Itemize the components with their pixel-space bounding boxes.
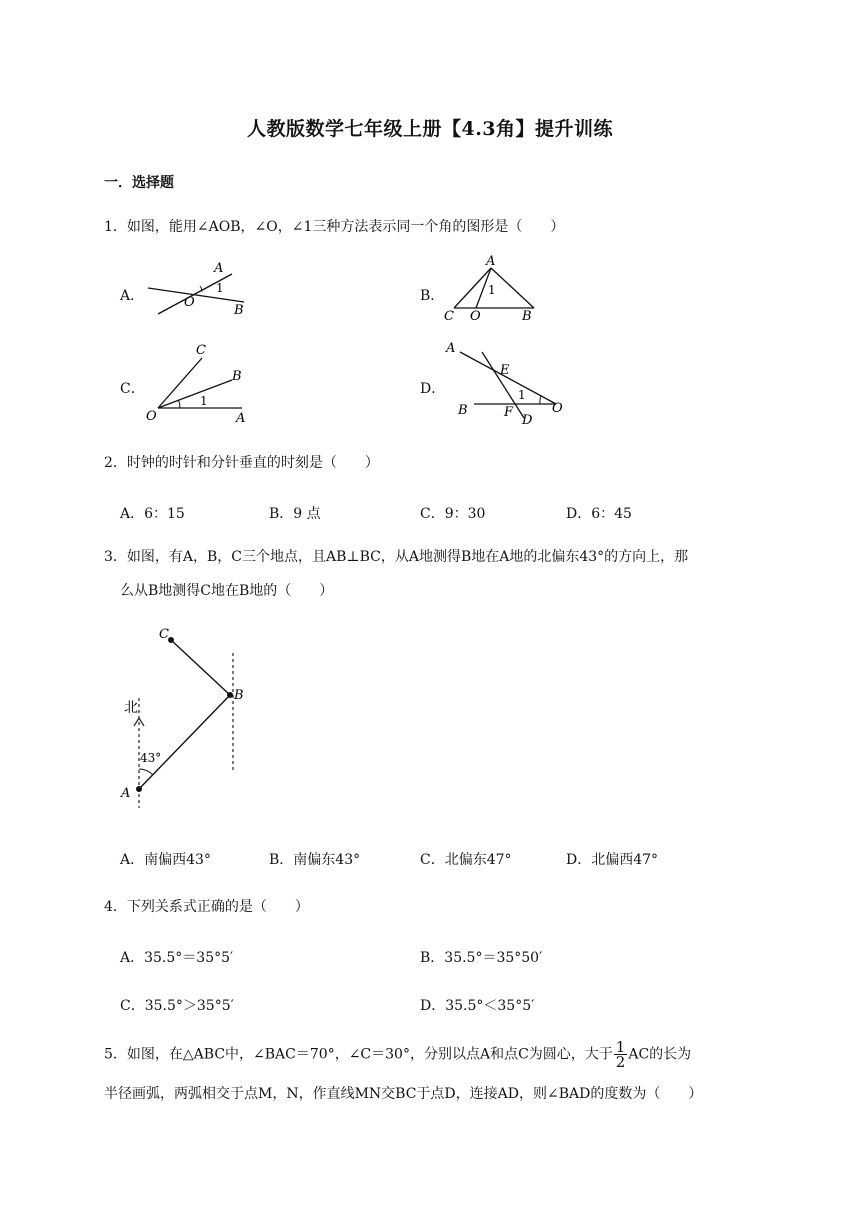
q1-option-a-label[interactable]: A． <box>120 288 145 304</box>
q1c-letter-b: B <box>232 369 242 384</box>
q2-option-d[interactable]: D．6：45 <box>566 506 632 522</box>
q2-option-a[interactable]: A．6：15 <box>120 506 185 522</box>
q1-option-b-label[interactable]: B． <box>420 288 445 304</box>
q1d-letter-e: E <box>500 363 510 378</box>
q5-stem-part1: 5．如图，在△ABC中，∠BAC＝70°，∠C＝30°，分别以点A和点C为圆心，大于 <box>104 1046 613 1063</box>
q1a-letter-a: A <box>214 261 224 276</box>
section-heading: 一．选择题 <box>104 175 174 191</box>
q2-option-b[interactable]: B．9 点 <box>269 506 321 522</box>
q1d-letter-a: A <box>446 341 456 356</box>
q1b-letter-o: O <box>470 309 481 324</box>
q5-stem-line1 <box>104 1040 691 1069</box>
q1d-letter-b: B <box>458 403 468 418</box>
q1-figure-a <box>142 258 262 320</box>
q3-option-d[interactable]: D．北偏西47° <box>566 852 659 868</box>
q1b-letter-b: B <box>522 309 532 324</box>
q2-stem: 2．时钟的时针和分针垂直的时刻是（ ） <box>104 455 379 471</box>
q5-frac-den: 2 <box>615 1053 626 1071</box>
q1-figure-d <box>440 338 572 428</box>
q3-letter-c: C <box>159 627 169 642</box>
q3-stem-line2: 么从B地测得C地在B地的（ ） <box>120 583 334 599</box>
q5-frac-num: 1 <box>615 1038 626 1056</box>
q4-option-a[interactable]: A．35.5°＝35°5′ <box>120 950 234 966</box>
q3-option-b[interactable]: B．南偏东43° <box>269 852 361 868</box>
q1-figure-b <box>440 254 550 324</box>
q4-option-b[interactable]: B．35.5°＝35°50′ <box>420 950 543 966</box>
page-title: 人教版数学七年级上册【4.3角】提升训练 <box>246 118 614 140</box>
q1-figure-c <box>140 340 260 426</box>
q1-option-c-label[interactable]: C． <box>120 381 145 397</box>
q1-stem: 1．如图，能用∠AOB，∠O，∠1三种方法表示同一个角的图形是（ ） <box>104 219 565 235</box>
q1c-letter-c: C <box>196 343 206 358</box>
q3-north-label: 北 <box>124 700 138 716</box>
q1-option-d-label[interactable]: D． <box>420 381 446 397</box>
q1c-angle-1: 1 <box>200 394 208 408</box>
q5-stem-part2: AC的长为 <box>628 1046 692 1063</box>
q1a-angle-1: 1 <box>216 281 224 295</box>
q1b-angle-1: 1 <box>488 283 496 297</box>
q1a-letter-b: B <box>234 303 244 318</box>
q1a-letter-o: O <box>184 295 195 310</box>
q4-stem: 4．下列关系式正确的是（ ） <box>104 899 309 915</box>
q1c-letter-a: A <box>236 411 246 426</box>
q1c-letter-o: O <box>146 409 157 424</box>
q3-angle-label: 43° <box>140 751 162 765</box>
q4-option-d[interactable]: D．35.5°＜35°5′ <box>420 998 535 1014</box>
q3-letter-b: B <box>234 688 244 703</box>
q3-option-a[interactable]: A．南偏西43° <box>120 852 211 868</box>
q3-letter-a: A <box>121 786 131 801</box>
q1d-letter-f: F <box>504 405 514 420</box>
q4-option-c[interactable]: C．35.5°＞35°5′ <box>120 998 234 1014</box>
q3-option-c[interactable]: C．北偏东47° <box>420 852 512 868</box>
q1d-letter-d: D <box>522 413 533 428</box>
q1d-angle-1: 1 <box>518 388 526 402</box>
q2-option-c[interactable]: C．9：30 <box>420 506 486 522</box>
q5-stem-line2: 半径画弧，两弧相交于点M，N，作直线MN交BC于点D，连接AD，则∠BAD的度数为（ ） <box>104 1086 703 1102</box>
q3-figure <box>110 620 260 810</box>
q1b-letter-c: C <box>444 309 454 324</box>
q1d-letter-o: O <box>552 401 563 416</box>
q1b-letter-a: A <box>486 254 496 269</box>
q5-fraction <box>614 1040 628 1069</box>
q3-stem-line1: 3．如图，有A，B，C三个地点，且AB⊥BC，从A地测得B地在A地的北偏东43°的方向上，那 <box>104 549 689 565</box>
